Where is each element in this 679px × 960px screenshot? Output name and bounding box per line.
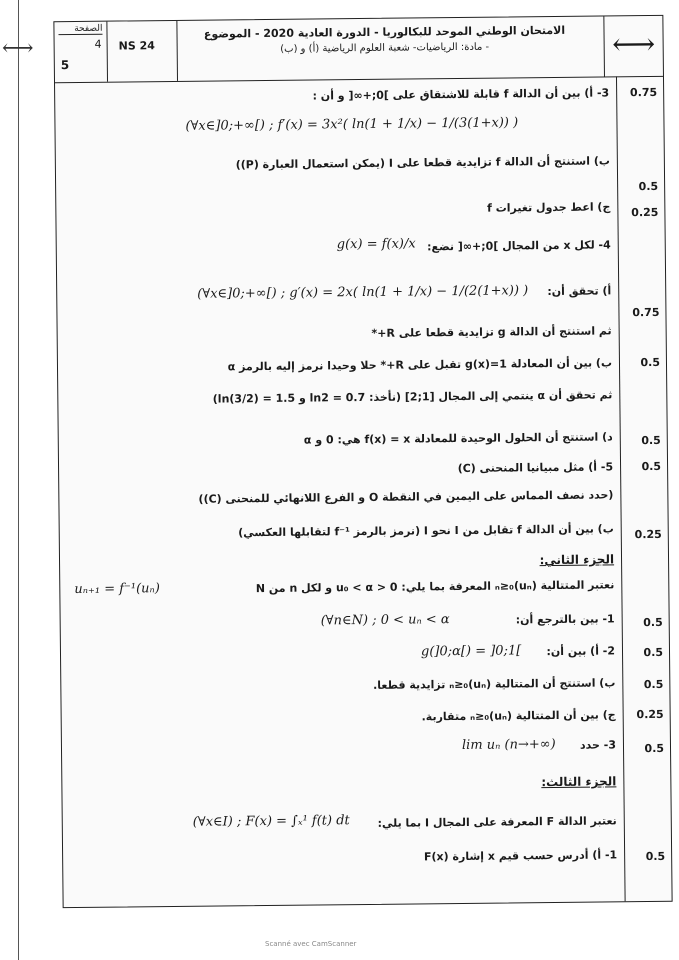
formula-p2-2a: g(]0;α[) = ]0;1[ bbox=[420, 643, 522, 660]
exam-page bbox=[53, 15, 672, 908]
question-p2-3: 3- حدد bbox=[579, 738, 617, 752]
points-4b: 0.5 bbox=[640, 355, 661, 370]
points-p2-2a: 0.5 bbox=[643, 645, 664, 660]
formula-p2-1: (∀n∈N) ; 0 < uₙ < α bbox=[320, 612, 450, 629]
question-p2-2c: ج) بين أن المتتالية (uₙ)ₙ≥₀ متقاربة. bbox=[421, 708, 616, 724]
exam-code-box bbox=[106, 21, 178, 82]
part2-title: الجزء الثاني: bbox=[539, 552, 615, 568]
points-5a: 0.5 bbox=[641, 459, 662, 474]
points-p2-1: 0.5 bbox=[643, 615, 663, 630]
points-4a: 0.75 bbox=[632, 305, 660, 320]
formula-p2-3: lim uₙ (n→+∞) bbox=[461, 736, 556, 753]
question-4: 4- لكل x من المجال ]0;+∞[ نضع: bbox=[427, 238, 611, 254]
question-4a: أ) تحقق أن: bbox=[547, 284, 612, 299]
part3-formula: (∀x∈I) ; F(x) = ∫ₓ¹ f(t) dt bbox=[192, 813, 350, 830]
question-5a-cont: (حدد نصف المماس على اليمين في النقطة O و الفرع اللانهائي للمنحنى (C)) bbox=[198, 488, 614, 506]
part2-intro: نعتبر المتتالية (uₙ)ₙ≥₀ المعرفة بما يلي: 0 < u₀ < α و لكل n من N bbox=[255, 578, 615, 596]
double-arrow-icon: ⟷ bbox=[603, 16, 663, 77]
part3-title: الجزء الثالث: bbox=[541, 774, 617, 790]
question-3b: ب) استنتج أن الدالة f تزايدية قطعا على I (يمكن استعمال العبارة (P)) bbox=[235, 154, 610, 172]
double-arrow-icon: ⟷ bbox=[2, 36, 34, 61]
points-5b: 0.25 bbox=[634, 527, 662, 542]
question-p2-2b: ب) استنتج أن المتتالية (uₙ)ₙ≥₀ تزايدية قطعا. bbox=[372, 676, 616, 692]
question-5b: ب) بين أن الدالة f تقابل من I نحو I (نرمز بالرمز f⁻¹ لتقابلها العكسي) bbox=[238, 522, 614, 540]
points-column bbox=[616, 76, 672, 901]
scanner-watermark: Scanné avec CamScanner bbox=[265, 940, 357, 948]
exam-title bbox=[184, 23, 584, 59]
page-header bbox=[54, 16, 663, 83]
part2-recurrence: uₙ₊₁ = f⁻¹(uₙ) bbox=[74, 581, 160, 598]
question-5a: 5- أ) مثل مبيانيا المنحنى (C) bbox=[457, 460, 614, 476]
points-3b: 0.5 bbox=[638, 179, 659, 194]
question-3c: ج) اعط جدول تغيرات f bbox=[486, 200, 611, 215]
question-4b: ب) بين أن المعادلة g(x)=1 تقبل على R+* حلا وحيدا نرمز إليه بالرمز α bbox=[227, 356, 613, 374]
question-4a-cont: ثم استنتج أن الدالة g تزايدية قطعا على R+* bbox=[371, 324, 612, 340]
formula-4: g(x) = f(x)/x bbox=[336, 236, 416, 253]
points-p2-2c: 0.25 bbox=[636, 707, 664, 722]
question-p2-1: 1- بين بالترجع أن: bbox=[515, 612, 615, 627]
points-3a: 0.75 bbox=[629, 85, 658, 100]
previous-page-edge bbox=[0, 0, 34, 960]
points-3c: 0.25 bbox=[631, 205, 659, 220]
formula-4a: (∀x∈]0;+∞[) ; g′(x) = 2x( ln(1 + 1/x) − 1/(2(1+x)) ) bbox=[197, 283, 529, 302]
page-current: 4 bbox=[94, 37, 102, 51]
question-3a: 3- أ) بين أن الدالة f قابلة للاشتقاق على ]0;+∞[ و أن : bbox=[312, 86, 610, 103]
points-p3-1a: 0.5 bbox=[645, 849, 666, 864]
page-number-box bbox=[54, 22, 108, 83]
points-p2-2b: 0.5 bbox=[643, 677, 664, 692]
points-4d: 0.5 bbox=[641, 433, 661, 448]
formula-3a: (∀x∈]0;+∞[) ; f′(x) = 3x²( ln(1 + 1/x) − 1/(3(1+x)) ) bbox=[185, 115, 519, 134]
question-4d: د) استنتج أن الحلول الوحيدة للمعادلة f(x) = x هي: 0 و α bbox=[303, 430, 613, 447]
points-p2-3: 0.5 bbox=[644, 741, 665, 756]
question-4b-cont: ثم تحقق أن α ينتمي إلى المجال [1;2] (نأخذ: ln2 = 0.7 و ln(3/2) = 1.5) bbox=[212, 388, 613, 406]
exam-title-line1: الامتحان الوطني الموحد للبكالوريا - الدورة العادية 2020 - الموضوع bbox=[203, 23, 566, 41]
page-label: الصفحة bbox=[58, 24, 102, 35]
exam-title-line2: - مادة: الرياضيات- شعبة العلوم الرياضية (أ) و (ب) bbox=[280, 41, 490, 55]
question-p2-2a: 2- أ) بين أن: bbox=[546, 644, 616, 659]
exam-code: NS 24 bbox=[118, 39, 155, 53]
question-p3-1a: 1- أ) أدرس حسب قيم x إشارة F(x) bbox=[423, 848, 618, 864]
page-total: 5 bbox=[60, 58, 70, 73]
part3-intro: نعتبر الدالة F المعرفة على المجال I بما يلي: bbox=[377, 814, 617, 830]
